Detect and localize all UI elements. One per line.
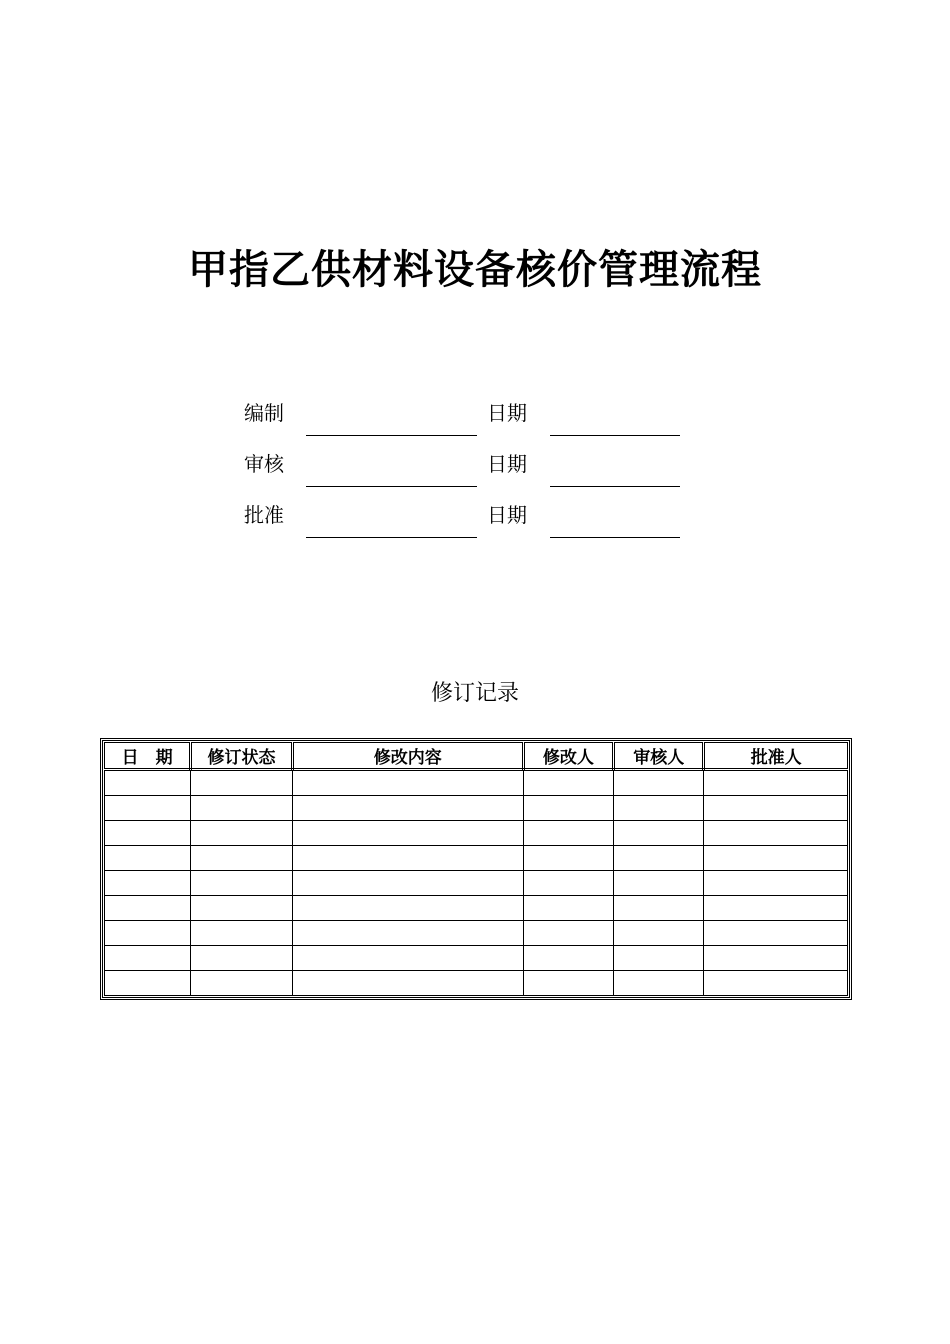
date-label: 日期: [487, 503, 527, 527]
table-cell: [292, 796, 523, 821]
revision-table-frame: [100, 738, 852, 1000]
signoff-row-review: [0, 452, 950, 492]
table-cell: [105, 846, 191, 871]
table-cell: [191, 846, 292, 871]
table-cell: [191, 821, 292, 846]
signoff-label: 编制: [244, 401, 284, 425]
table-row: [105, 871, 848, 896]
table-cell: [105, 971, 191, 996]
table-cell: [292, 921, 523, 946]
table-row: [105, 896, 848, 921]
table-cell: [292, 770, 523, 796]
table-cell: [523, 971, 613, 996]
table-cell: [614, 921, 704, 946]
revision-table: [104, 742, 848, 996]
table-cell: [614, 971, 704, 996]
column-header-content: 修改内容: [292, 743, 523, 770]
table-cell: [191, 971, 292, 996]
table-cell: [614, 770, 704, 796]
table-cell: [191, 896, 292, 921]
date-line: [550, 435, 680, 436]
signoff-label: 批准: [244, 503, 284, 527]
signoff-row-approve: [0, 503, 950, 543]
table-cell: [105, 796, 191, 821]
table-cell: [614, 946, 704, 971]
table-cell: [614, 821, 704, 846]
date-line: [550, 486, 680, 487]
table-cell: [704, 921, 848, 946]
table-cell: [105, 871, 191, 896]
table-cell: [105, 921, 191, 946]
date-label: 日期: [487, 401, 527, 425]
date-label: 日期: [487, 452, 527, 476]
table-row: [105, 796, 848, 821]
table-cell: [704, 896, 848, 921]
table-cell: [292, 946, 523, 971]
document-title: 甲指乙供材料设备核价管理流程: [188, 247, 762, 293]
table-cell: [704, 971, 848, 996]
table-cell: [523, 921, 613, 946]
column-header-approver: 批准人: [704, 743, 848, 770]
signoff-label: 审核: [244, 452, 284, 476]
table-cell: [105, 946, 191, 971]
table-cell: [292, 896, 523, 921]
table-cell: [191, 946, 292, 971]
table-cell: [523, 821, 613, 846]
revision-record-title: 修订记录: [430, 681, 519, 706]
table-cell: [523, 770, 613, 796]
table-cell: [614, 846, 704, 871]
column-header-date: 日 期: [105, 743, 191, 770]
table-row: [105, 971, 848, 996]
table-cell: [704, 846, 848, 871]
table-cell: [704, 946, 848, 971]
table-cell: [523, 896, 613, 921]
signoff-row-compile: [0, 401, 950, 441]
date-line: [550, 537, 680, 538]
table-row: [105, 946, 848, 971]
table-cell: [523, 796, 613, 821]
revision-table-body: [105, 770, 848, 996]
column-header-modifier: 修改人: [523, 743, 613, 770]
table-cell: [105, 770, 191, 796]
table-cell: [704, 796, 848, 821]
table-cell: [704, 770, 848, 796]
table-cell: [191, 770, 292, 796]
column-header-status: 修订状态: [191, 743, 292, 770]
table-cell: [614, 796, 704, 821]
table-cell: [523, 946, 613, 971]
table-cell: [105, 896, 191, 921]
table-cell: [191, 796, 292, 821]
table-row: [105, 921, 848, 946]
table-cell: [614, 896, 704, 921]
table-cell: [191, 871, 292, 896]
table-cell: [704, 821, 848, 846]
table-cell: [292, 871, 523, 896]
table-cell: [292, 971, 523, 996]
table-cell: [523, 871, 613, 896]
signature-line: [306, 486, 477, 487]
table-cell: [105, 821, 191, 846]
table-cell: [704, 871, 848, 896]
table-header-row: [105, 743, 848, 770]
table-row: [105, 821, 848, 846]
table-cell: [292, 846, 523, 871]
column-header-reviewer: 审核人: [614, 743, 704, 770]
table-cell: [292, 821, 523, 846]
signature-line: [306, 435, 477, 436]
table-cell: [523, 846, 613, 871]
table-row: [105, 770, 848, 796]
table-cell: [191, 921, 292, 946]
table-row: [105, 846, 848, 871]
table-cell: [614, 871, 704, 896]
signature-line: [306, 537, 477, 538]
